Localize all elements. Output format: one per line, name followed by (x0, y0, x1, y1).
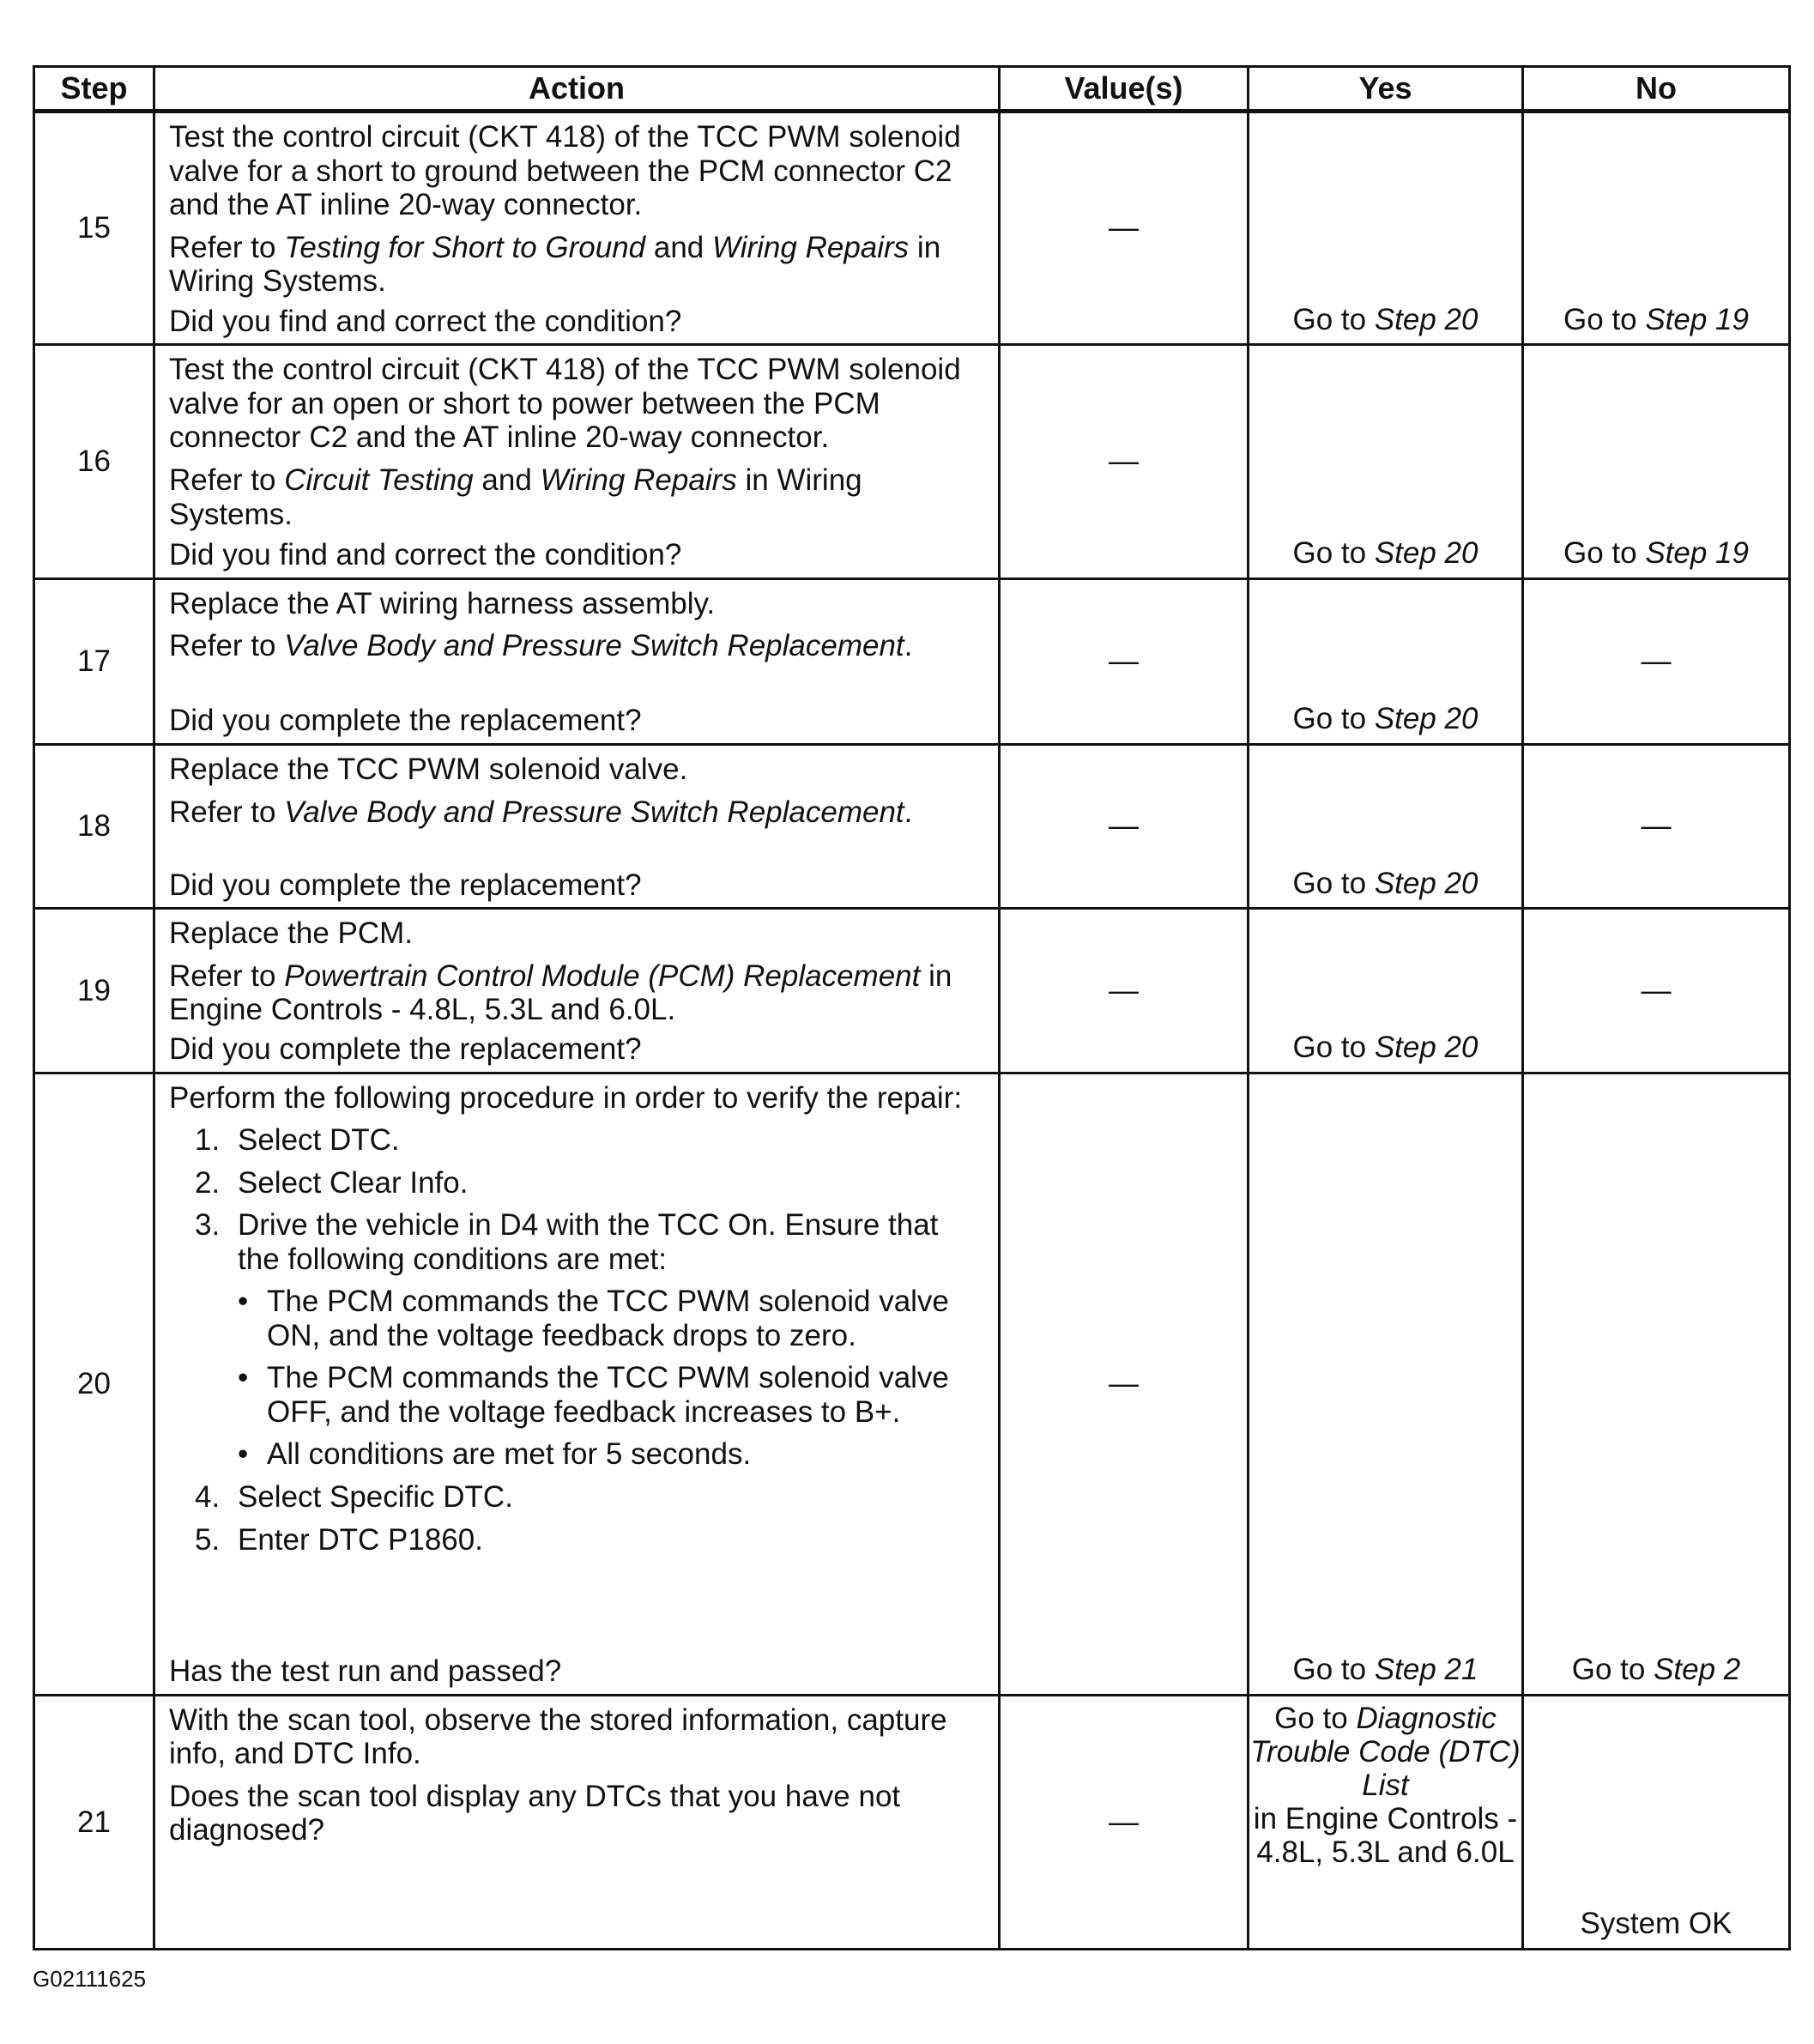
yes-cell: Go to Step 21 (1249, 1073, 1523, 1695)
table-row (34, 578, 1790, 744)
action-reference: Refer to Valve Body and Pressure Switch Replacement. (169, 629, 913, 663)
list-item: 2. Select Clear Info. (195, 1165, 469, 1200)
yes-cell: Go to Step 20 (1249, 909, 1523, 1073)
step-link[interactable]: Step 20 (1374, 702, 1478, 736)
reference-link[interactable]: Powertrain Control Module (PCM) Replacement (284, 959, 921, 993)
table-row (34, 112, 1790, 345)
step-number: 15 (34, 112, 154, 345)
action-text: Replace the AT wiring harness assembly. (169, 586, 716, 620)
step-link[interactable]: Step 21 (1374, 1653, 1478, 1686)
value-cell: — (1000, 345, 1249, 578)
step-link[interactable]: Step 20 (1374, 1031, 1478, 1064)
header-values: Value(s) (1000, 67, 1249, 112)
figure-id: G02111625 (33, 1966, 147, 1992)
action-question: Does the scan tool display any DTCs that you have not diagnosed? (169, 1779, 901, 1847)
action-reference: Refer to Circuit Testing and Wiring Repairs in Wiring Systems. (169, 463, 862, 531)
bullet-item: • The PCM commands the TCC PWM solenoid valve ON, and the voltage feedback drops to zero. (238, 1285, 949, 1352)
value-cell: — (1000, 1695, 1249, 1949)
list-item: 4. Select Specific DTC. (195, 1480, 513, 1515)
value-cell: — (1000, 909, 1249, 1073)
action-cell (154, 345, 1000, 578)
no-cell: — (1523, 909, 1790, 1073)
yes-cell: Go to Step 20 (1249, 345, 1523, 578)
table-row (34, 745, 1790, 909)
list-item: 3. Drive the vehicle in D4 with the TCC On. Ensure that the following conditions are met: (195, 1208, 939, 1276)
header-no: No (1523, 67, 1790, 112)
step-number: 17 (34, 578, 154, 744)
action-cell (154, 1073, 1000, 1695)
yes-cell: Go to Step 20 (1249, 745, 1523, 909)
reference-link[interactable]: Valve Body and Pressure Switch Replacement (284, 795, 904, 829)
no-cell: — (1523, 578, 1790, 744)
step-link[interactable]: Step 19 (1645, 302, 1749, 336)
action-reference: Refer to Valve Body and Pressure Switch Replacement. (169, 795, 913, 829)
reference-link[interactable]: Diagnostic Trouble Code (DTC) List (1250, 1701, 1521, 1802)
step-number: 21 (34, 1695, 154, 1949)
header-yes: Yes (1249, 67, 1523, 112)
header-action: Action (154, 67, 1000, 112)
action-text: Replace the PCM. (169, 916, 414, 951)
action-cell (154, 745, 1000, 909)
action-question: Did you complete the replacement? (169, 868, 642, 902)
action-cell (154, 578, 1000, 744)
list-item: 1. Select DTC. (195, 1123, 400, 1158)
table-row (34, 345, 1790, 578)
action-text: Test the control circuit (CKT 418) of the TCC PWM solenoid valve for a short to ground between the PCM connector C2 and the AT inline 20-way connector. (169, 120, 961, 222)
action-question: Did you complete the replacement? (169, 1032, 642, 1066)
value-cell: — (1000, 745, 1249, 909)
step-number: 16 (34, 345, 154, 578)
value-cell: — (1000, 1073, 1249, 1695)
reference-link[interactable]: Wiring Repairs (711, 230, 910, 264)
action-reference: Refer to Powertrain Control Module (PCM) Replacement in Engine Controls - 4.8L, 5.3L and 6.0L. (169, 959, 952, 1027)
yes-cell: Go to Diagnostic Trouble Code (DTC) List in Engine Controls - 4.8L, 5.3L and 6.0L (1249, 1695, 1523, 1949)
bullet-item: • All conditions are met for 5 seconds. (238, 1437, 752, 1472)
no-cell: Go to Step 19 (1523, 112, 1790, 345)
no-cell: System OK (1523, 1695, 1790, 1949)
reference-link[interactable]: Wiring Repairs (540, 463, 737, 498)
action-text: With the scan tool, observe the stored information, capture info, and DTC Info. (169, 1702, 947, 1771)
table-row (34, 1695, 1790, 1949)
action-text: Replace the TCC PWM solenoid valve. (169, 753, 688, 787)
action-question: Has the test run and passed? (169, 1654, 562, 1688)
step-link[interactable]: Step 20 (1374, 866, 1478, 900)
step-number: 20 (34, 1073, 154, 1695)
action-reference: Refer to Testing for Short to Ground and Wiring Repairs in Wiring Systems. (169, 230, 941, 299)
action-question: Did you complete the replacement? (169, 704, 642, 738)
action-text: Test the control circuit (CKT 418) of the TCC PWM solenoid valve for an open or short to power between the PCM connector C2 and the AT inline 20-way connector. (169, 353, 961, 455)
no-cell: — (1523, 745, 1790, 909)
table-row (34, 909, 1790, 1073)
list-item: 5. Enter DTC P1860. (195, 1522, 483, 1557)
action-text: Perform the following procedure in order to verify the repair: (169, 1080, 963, 1115)
reference-link[interactable]: Circuit Testing (284, 463, 474, 498)
table-header-row (34, 67, 1790, 112)
no-cell: Go to Step 19 (1523, 345, 1790, 578)
yes-cell: Go to Step 20 (1249, 578, 1523, 744)
reference-link[interactable]: Valve Body and Pressure Switch Replacement (284, 629, 904, 663)
action-cell (154, 112, 1000, 345)
bullet-item: • The PCM commands the TCC PWM solenoid valve OFF, and the voltage feedback increases to B+. (238, 1361, 949, 1429)
table-row (34, 1073, 1790, 1695)
reference-link[interactable]: Testing for Short to Ground (284, 230, 646, 264)
step-number: 19 (34, 909, 154, 1073)
step-link[interactable]: Step 2 (1654, 1653, 1741, 1686)
step-link[interactable]: Step 20 (1374, 302, 1478, 336)
value-cell: — (1000, 578, 1249, 744)
yes-cell: Go to Step 20 (1249, 112, 1523, 345)
header-step: Step (34, 67, 154, 112)
step-number: 18 (34, 745, 154, 909)
action-cell (154, 909, 1000, 1073)
action-question: Did you find and correct the condition? (169, 304, 682, 338)
diagnostic-table (33, 65, 1791, 1950)
action-question: Did you find and correct the condition? (169, 538, 682, 572)
value-cell: — (1000, 112, 1249, 345)
step-link[interactable]: Step 20 (1374, 536, 1478, 571)
step-link[interactable]: Step 19 (1645, 536, 1749, 571)
no-cell: Go to Step 2 (1523, 1073, 1790, 1695)
action-cell (154, 1695, 1000, 1949)
